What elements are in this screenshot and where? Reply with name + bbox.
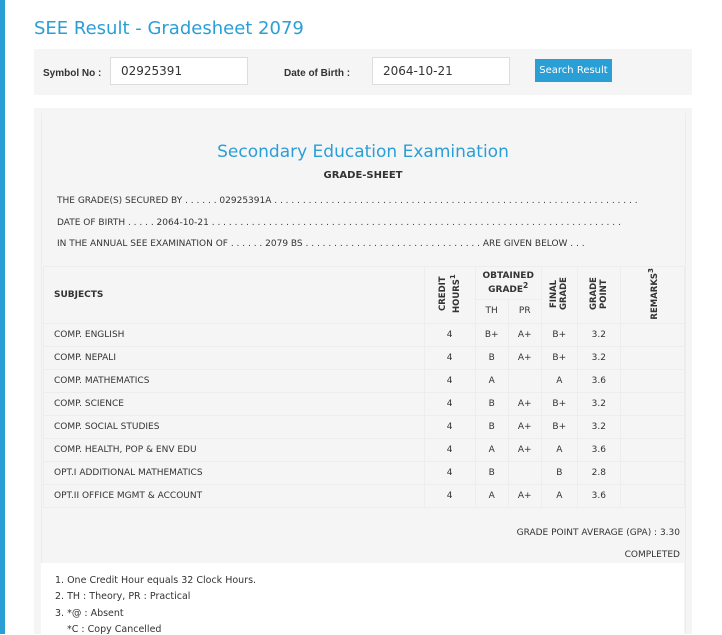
remarks [620, 393, 684, 416]
theory-grade: B [475, 462, 508, 485]
final-grade: B [541, 462, 577, 485]
grade-point: 3.2 [577, 393, 620, 416]
footnote-credit-hours: 1. One Credit Hour equals 32 Clock Hours. [55, 575, 257, 586]
remarks [620, 324, 684, 347]
grade-sheet [34, 108, 692, 634]
practical-grade: A+ [508, 393, 541, 416]
grade-point: 3.6 [577, 370, 620, 393]
theory-grade: A [475, 370, 508, 393]
remarks-header: REMARKS$^3$ [620, 267, 684, 324]
grade-point: 3.6 [577, 439, 620, 462]
practical-grade [508, 370, 541, 393]
exam-year-line: IN THE ANNUAL SEE EXAMINATION OF . . . . . . 2079 BS . . . . . . . . . . . . . . . . . . . . . . . . . . . . . . . ARE GIVEN BELOW . . . [57, 239, 585, 249]
symbol-input[interactable] [110, 57, 248, 85]
subject-name: COMP. NEPALI [44, 347, 425, 370]
credit-hours: 4 [424, 485, 475, 508]
footnotes-panel [41, 563, 684, 634]
final-grade: A [541, 439, 577, 462]
grades-table [43, 266, 685, 508]
table-row [44, 462, 685, 485]
student-symbol-line: THE GRADE(S) SECURED BY . . . . . . 02925391A . . . . . . . . . . . . . . . . . . . . . . . . . . . . . . . . . . . . . . . . . . . . . . . . . . . . . . . . . . . . . . . . [57, 196, 638, 206]
credit-hours: 4 [424, 370, 475, 393]
table-row [44, 324, 685, 347]
theory-grade: A [475, 439, 508, 462]
theory-grade: B [475, 393, 508, 416]
final-grade: B+ [541, 416, 577, 439]
table-row [44, 370, 685, 393]
grade-point: 3.6 [577, 485, 620, 508]
credit-hours-header: CREDIT HOURS$^1$ [424, 267, 475, 324]
credit-hours: 4 [424, 439, 475, 462]
exam-title: Secondary Education Examination [217, 142, 509, 162]
final-grade: A [541, 370, 577, 393]
final-grade: A [541, 485, 577, 508]
final-grade-header: FINAL GRADE [541, 267, 577, 324]
symbol-label: Symbol No : [43, 68, 102, 79]
page-title: SEE Result - Gradesheet 2079 [34, 18, 304, 39]
search-form [34, 49, 692, 95]
grade-point-header: GRADE POINT [577, 267, 620, 324]
theory-grade: A [475, 485, 508, 508]
footnote-th-pr: 2. TH : Theory, PR : Practical [55, 591, 191, 602]
theory-grade: B+ [475, 324, 508, 347]
dob-input[interactable] [372, 57, 510, 85]
final-grade: B+ [541, 347, 577, 370]
grade-point: 3.2 [577, 347, 620, 370]
subjects-header: SUBJECTS [44, 267, 425, 324]
grade-sheet-label: GRADE-SHEET [323, 170, 403, 181]
practical-grade: A+ [508, 347, 541, 370]
left-accent-bar [0, 0, 5, 634]
credit-hours: 4 [424, 324, 475, 347]
search-result-button[interactable]: Search Result [535, 59, 612, 82]
remarks [620, 370, 684, 393]
final-grade: B+ [541, 393, 577, 416]
credit-hours: 4 [424, 416, 475, 439]
subject-name: COMP. ENGLISH [44, 324, 425, 347]
table-row [44, 347, 685, 370]
gpa-summary: GRADE POINT AVERAGE (GPA) : 3.30 [516, 528, 680, 538]
subject-name: COMP. SOCIAL STUDIES [44, 416, 425, 439]
practical-grade [508, 462, 541, 485]
table-row [44, 416, 685, 439]
result-status: COMPLETED [624, 550, 680, 560]
subject-name: OPT.I ADDITIONAL MATHEMATICS [44, 462, 425, 485]
dob-label: Date of Birth : [284, 68, 351, 79]
table-row [44, 439, 685, 462]
grade-point: 2.8 [577, 462, 620, 485]
subject-name: COMP. SCIENCE [44, 393, 425, 416]
practical-grade: A+ [508, 324, 541, 347]
remarks [620, 347, 684, 370]
credit-hours: 4 [424, 347, 475, 370]
header-row [44, 267, 685, 300]
theory-grade: B [475, 416, 508, 439]
final-grade: B+ [541, 324, 577, 347]
footnote-absent: 3. *@ : Absent [55, 608, 124, 619]
table-row [44, 485, 685, 508]
practical-grade: A+ [508, 416, 541, 439]
credit-hours: 4 [424, 462, 475, 485]
credit-hours: 4 [424, 393, 475, 416]
practical-grade: A+ [508, 485, 541, 508]
obtained-grade-header: OBTAINED GRADE$^2$ [475, 267, 541, 300]
subject-name: COMP. MATHEMATICS [44, 370, 425, 393]
grade-point: 3.2 [577, 324, 620, 347]
footnote-copy-cancelled: *C : Copy Cancelled [67, 624, 162, 635]
remarks [620, 416, 684, 439]
pr-header: PR [508, 299, 541, 323]
theory-grade: B [475, 347, 508, 370]
practical-grade: A+ [508, 439, 541, 462]
remarks [620, 485, 684, 508]
remarks [620, 439, 684, 462]
subject-name: COMP. HEALTH, POP & ENV EDU [44, 439, 425, 462]
dob-line: DATE OF BIRTH . . . . . 2064-10-21 . . . . . . . . . . . . . . . . . . . . . . . . . . . . . . . . . . . . . . . . . . . . . . . . . . . . . . . . . . . . . . . . . . . . . . . . [57, 218, 621, 228]
table-row [44, 393, 685, 416]
remarks [620, 462, 684, 485]
grade-point: 3.2 [577, 416, 620, 439]
subject-name: OPT.II OFFICE MGMT & ACCOUNT [44, 485, 425, 508]
th-header: TH [475, 299, 508, 323]
